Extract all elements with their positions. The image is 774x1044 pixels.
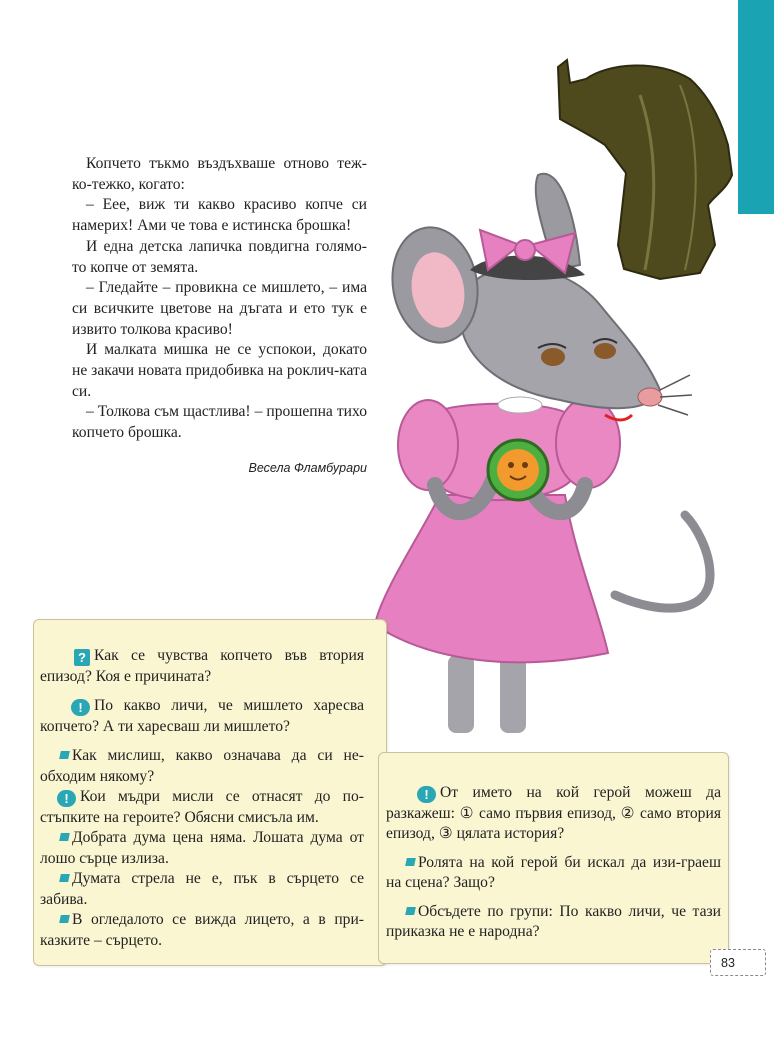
bullet-icon — [59, 751, 70, 759]
question-r1-text: От името на кой герой можеш да разкажеш: ① само първия епизод, ② само втория епизод, ③ цялата история? — [386, 784, 721, 842]
story-author: Весела Фламбурари — [248, 460, 367, 475]
story-paragraph: – Гледайте – провикна се мишлето, – има си всичките цветове на дъгата и ето тук е извито толкова красиво! — [72, 279, 367, 338]
questions-box-right — [378, 752, 729, 964]
question-r2 — [386, 853, 721, 894]
coat-illustration — [558, 60, 732, 279]
question-2-text: По какво личи, че мишлето харесва копчето? А ти харесваш ли мишлето? — [40, 697, 364, 735]
question-r3 — [386, 902, 721, 943]
question-r3-text: Обсъдете по групи: По какво личи, че тази приказка не е народна? — [386, 902, 721, 940]
bullet-icon — [59, 874, 70, 882]
bullet-icon — [59, 833, 70, 841]
question-1-text: Как се чувства копчето във втория епизод? Коя е причината? — [40, 647, 364, 685]
bullet-icon — [59, 915, 70, 923]
question-2 — [40, 696, 364, 737]
question-6 — [40, 869, 364, 910]
bullet-icon — [405, 907, 416, 915]
question-5-text: Добрата дума цена няма. Лошата дума от лошо сърце излиза. — [40, 829, 364, 867]
story-text — [72, 154, 367, 479]
question-mark-icon: ? — [74, 649, 90, 666]
question-7-text: В огледалото се вижда лицето, а в при-казките – сърцето. — [40, 911, 364, 949]
story-paragraph: Копчето тъкмо въздъхваше отново теж-ко-тежко, когато: — [72, 155, 367, 193]
story-paragraph: И една детска лапичка повдигна голямо-то копче от земята. — [72, 237, 367, 276]
mouse-illustration — [360, 55, 760, 745]
question-3 — [40, 746, 364, 787]
question-1 — [40, 646, 364, 687]
page-number: 83 — [710, 949, 766, 976]
exclamation-icon: ! — [57, 790, 76, 807]
story-paragraph: – Толкова съм щастлива! – прошепна тихо копчето брошка. — [72, 403, 367, 442]
exclamation-icon: ! — [71, 699, 90, 716]
question-6-text: Думата стрела не е, пък в сърцето се забива. — [40, 870, 364, 908]
question-3-text: Как мислиш, какво означава да си не-обходим някому? — [40, 747, 364, 785]
question-r1 — [386, 783, 721, 845]
questions-box-left — [33, 619, 387, 966]
exclamation-icon: ! — [417, 786, 436, 803]
question-4-text: Кои мъдри мисли се отнасят до по-стъпките на героите? Обясни смисъла им. — [40, 788, 364, 826]
bullet-icon — [405, 858, 416, 866]
question-r2-text: Ролята на кой герой би искал да изи-граеш на сцена? Защо? — [386, 853, 721, 891]
question-7 — [40, 910, 364, 951]
brooch-button — [488, 440, 548, 500]
question-5 — [40, 828, 364, 869]
story-paragraph: И малката мишка не се успокои, докато не закачи новата придобивка на роклич-ката си. — [72, 341, 367, 400]
question-4 — [40, 787, 364, 828]
story-paragraph: – Еее, виж ти какво красиво копче си намерих! Ами че това е истинска брошка! — [72, 196, 367, 235]
